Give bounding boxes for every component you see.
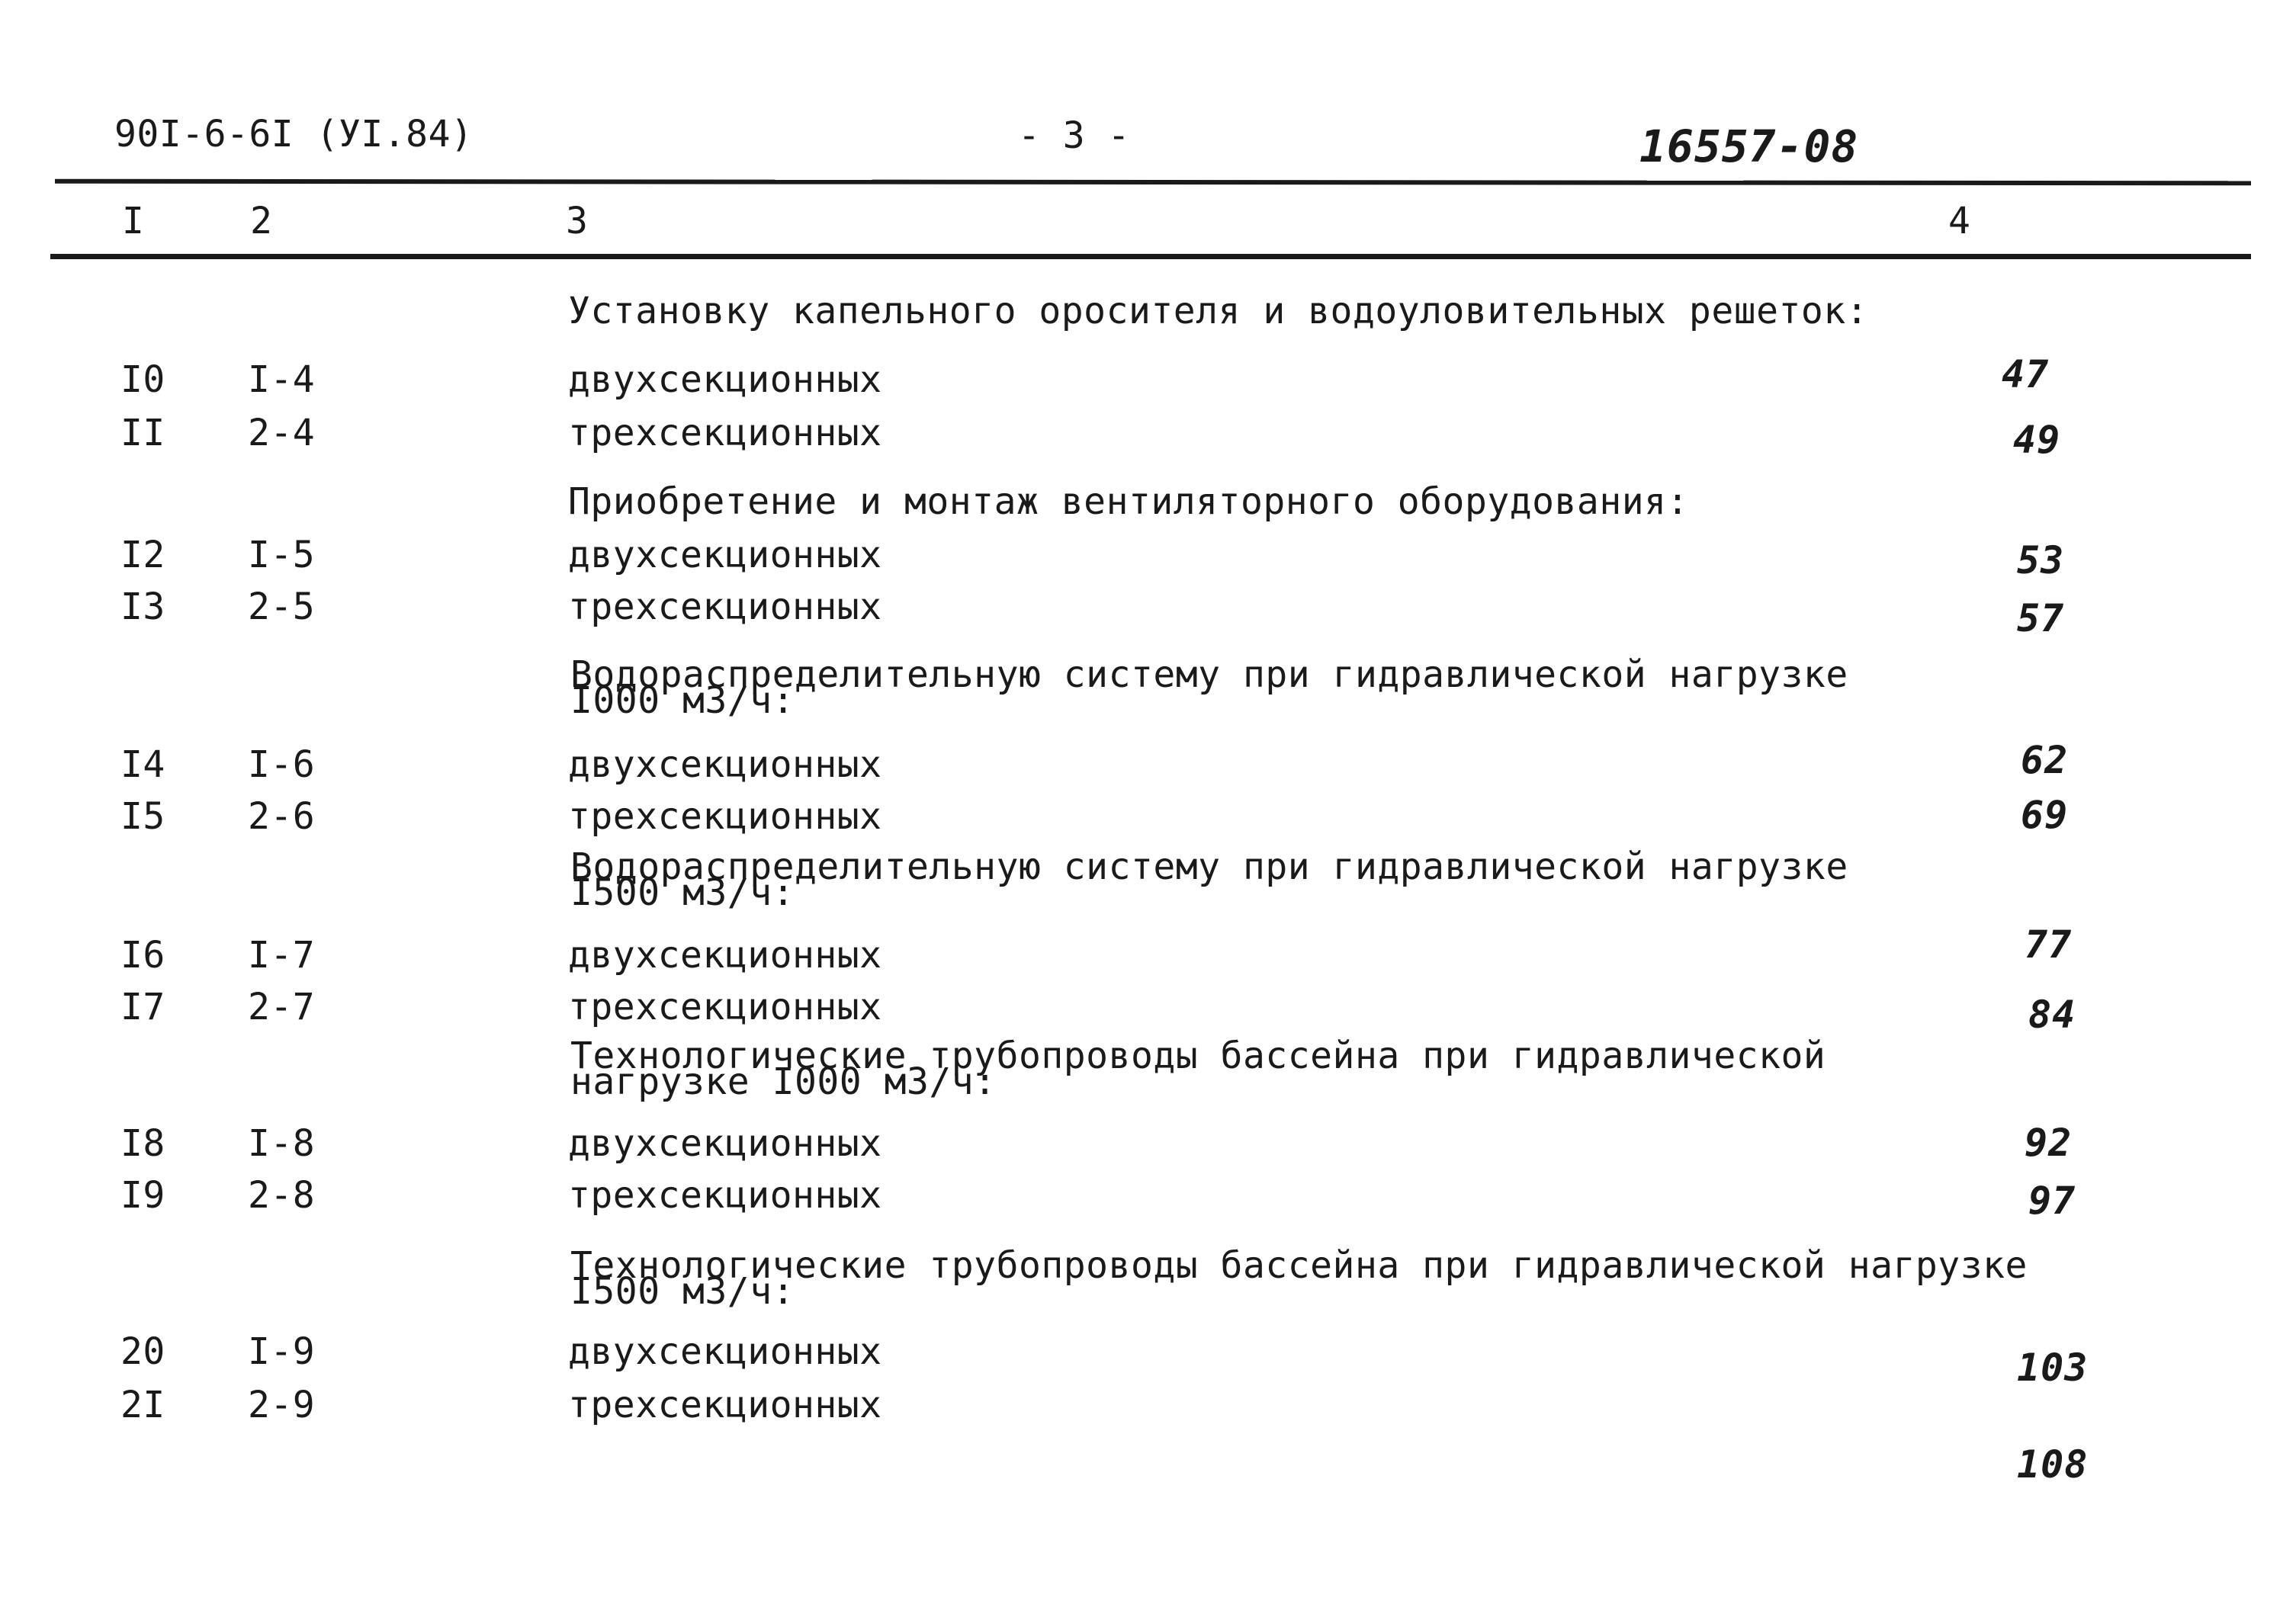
row-description: трехсекционных [568, 412, 882, 454]
row-description: трехсекционных [568, 986, 882, 1028]
column-header-3: 3 [566, 200, 589, 242]
row-page: 62 [2021, 738, 2069, 782]
inventory-number: 16557-08 [1639, 120, 1859, 172]
row-code: I-5 [248, 534, 316, 576]
row-number: 2I [120, 1384, 165, 1426]
row-description: двухсекционных [568, 1330, 882, 1373]
header-rule-bottom [50, 254, 2251, 259]
row-description: двухсекционных [568, 534, 882, 576]
row-code: 2-6 [248, 795, 316, 838]
row-number: I8 [120, 1122, 165, 1165]
row-page: 77 [2025, 922, 2073, 967]
row-page: 92 [2025, 1121, 2073, 1165]
row-code: I-9 [248, 1330, 316, 1373]
row-page: 108 [2017, 1442, 2089, 1487]
row-description: трехсекционных [568, 795, 882, 838]
row-page: 57 [2017, 596, 2065, 640]
row-page: 53 [2017, 538, 2065, 582]
row-number: I5 [120, 795, 165, 838]
row-code: 2-4 [248, 412, 316, 454]
row-code: I-7 [248, 934, 316, 977]
row-number: I6 [120, 934, 165, 977]
header-rule-top [55, 179, 2251, 186]
row-description: трехсекционных [568, 1384, 882, 1426]
row-description: трехсекционных [568, 585, 882, 628]
section-heading: Приобретение и монтаж вентиляторного оборудования: [568, 480, 1689, 523]
row-code: 2-9 [248, 1384, 316, 1426]
row-page: 97 [2028, 1179, 2076, 1223]
column-header-4: 4 [1948, 200, 1971, 242]
row-code: 2-7 [248, 986, 316, 1028]
column-header-2: 2 [250, 200, 273, 242]
row-number: 20 [120, 1330, 165, 1373]
section-heading: Водораспределительную систему при гидравлической нагрузке I000 м3/ч: [570, 653, 1848, 722]
row-number: I7 [120, 986, 165, 1028]
column-header-1: I [122, 200, 145, 242]
document-code: 90I-6-6I (УI.84) [114, 113, 474, 156]
row-description: двухсекционных [568, 358, 882, 401]
row-page: 47 [2002, 352, 2050, 396]
section-heading: Технологические трубопроводы бассейна при гидравлической нагрузке I000 м3/ч: [570, 1035, 1826, 1103]
row-code: 2-8 [248, 1174, 316, 1217]
row-number: I2 [120, 534, 165, 576]
section-heading: Водораспределительную систему при гидравлической нагрузке I500 м3/ч: [570, 845, 1848, 914]
row-code: I-6 [248, 743, 316, 786]
row-number: I3 [120, 585, 165, 628]
row-description: двухсекционных [568, 934, 882, 977]
row-code: I-8 [248, 1122, 316, 1165]
row-description: двухсекционных [568, 1122, 882, 1165]
row-page: 103 [2017, 1346, 2089, 1390]
page-number: - 3 - [1018, 114, 1130, 157]
section-heading: Технологические трубопроводы бассейна при гидравлической нагрузке I500 м3/ч: [570, 1244, 2028, 1313]
row-description: двухсекционных [568, 743, 882, 786]
section-heading: Установку капельного оросителя и водоуловительных решеток: [568, 290, 1869, 332]
row-number: I9 [120, 1174, 165, 1217]
row-page: 49 [2013, 418, 2061, 462]
row-number: I4 [120, 743, 165, 786]
row-number: I0 [120, 358, 165, 401]
row-description: трехсекционных [568, 1174, 882, 1217]
row-page: 84 [2028, 993, 2076, 1037]
row-code: I-4 [248, 358, 316, 401]
row-page: 69 [2021, 793, 2069, 837]
row-number: II [120, 412, 165, 454]
row-code: 2-5 [248, 585, 316, 628]
